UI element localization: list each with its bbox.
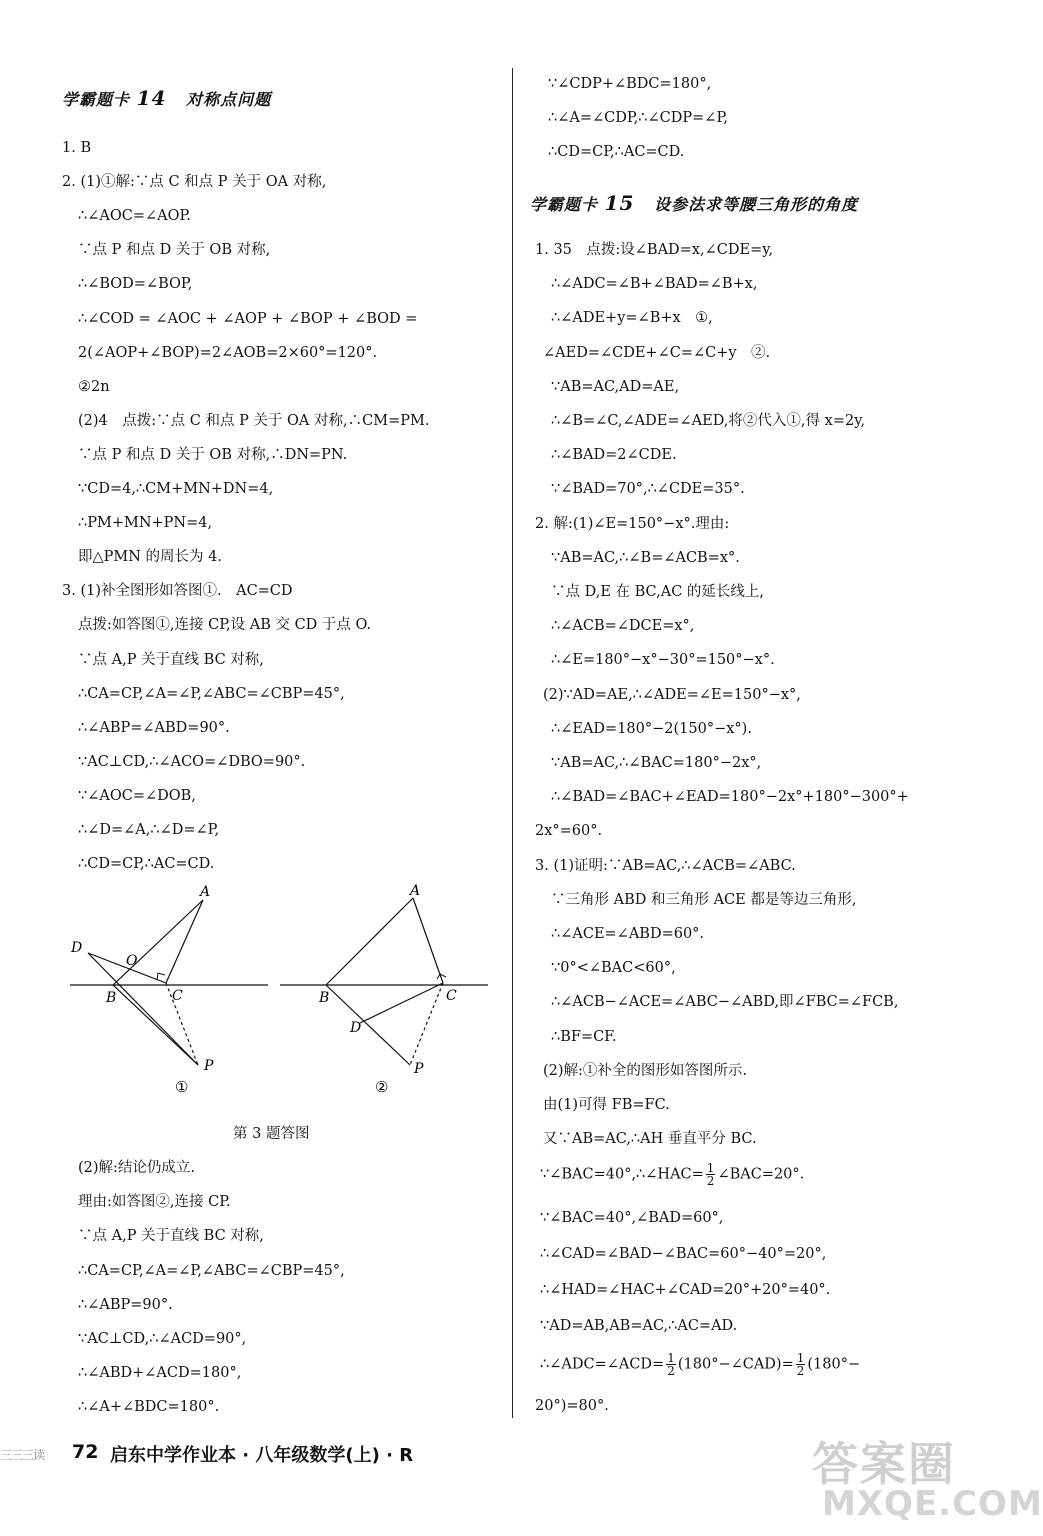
answer-line: ∴∠ABP=90°. <box>78 1296 173 1313</box>
fraction-denominator: 2 <box>796 1364 805 1378</box>
answer-line: ∵∠BAC=40°,∠BAD=60°, <box>540 1210 724 1226</box>
answer-line: (2)解:①补全的图形如答图所示. <box>543 1062 748 1079</box>
answer-line: ∵AD=AB,AB=AC,∴AC=AD. <box>540 1318 738 1334</box>
label-A: A <box>200 884 211 900</box>
answer-line: ∴∠BOD=∠BOP, <box>78 276 193 293</box>
answer-line: ∵∠AOC=∠DOB, <box>78 787 196 804</box>
page-number: 72 <box>72 1441 99 1463</box>
figure-number-1: ① <box>175 1078 189 1096</box>
fraction-denominator: 2 <box>706 1174 715 1188</box>
heading-number: 15 <box>604 191 635 215</box>
book-title: 启东中学作业本 · 八年级数学(上) · R <box>110 1445 414 1466</box>
answer-line: 即△PMN 的周长为 4. <box>78 549 222 566</box>
section-heading-14 <box>62 86 271 110</box>
answer-line: ∴∠ABP=∠ABD=90°. <box>78 719 230 736</box>
answer-line: ∴∠EAD=180°−2(150°−x°). <box>551 720 752 737</box>
answer-line: ∴∠ACB−∠ACE=∠ABC−∠ABD,即∠FBC=∠FCB, <box>551 994 899 1011</box>
answer-line: ∴CD=CP,∴AC=CD. <box>548 144 685 160</box>
answer-line: 理由:如答图②,连接 CP. <box>78 1194 231 1211</box>
figure-number-2: ② <box>375 1078 389 1096</box>
label-C: C <box>172 988 183 1004</box>
fraction-one-half <box>796 1352 806 1377</box>
answer-line: (2)解:结论仍成立. <box>78 1160 196 1176</box>
answer-line: ∵CD=4,∴CM+MN+DN=4, <box>78 481 274 497</box>
label-O: O <box>126 953 138 969</box>
answer-line: ∵∠BAD=70°,∴∠CDE=35°. <box>551 481 745 498</box>
answer-line: ∴∠A+∠BDC=180°. <box>78 1399 220 1416</box>
answer-line: ∵AC⊥CD,∴∠ACO=∠DBO=90°. <box>78 753 306 770</box>
answer-line: 1. B <box>62 140 92 156</box>
answer-line: ∴CA=CP,∠A=∠P,∠ABC=∠CBP=45°, <box>78 1262 345 1279</box>
fraction-line-hac <box>540 1162 804 1187</box>
answer-line: ∴CD=CP,∴AC=CD. <box>78 856 215 873</box>
answer-line: ∠AED=∠CDE+∠C=∠C+y ②. <box>543 344 771 361</box>
answer-line: ②2n <box>78 378 110 395</box>
label-P: P <box>204 1058 214 1074</box>
label-B: B <box>319 990 330 1006</box>
answer-line: 点拨:如答图①,连接 CP,设 AB 交 CD 于点 O. <box>78 617 372 634</box>
label-C: C <box>446 988 457 1004</box>
answer-line: ∵∠CDP+∠BDC=180°, <box>548 76 712 92</box>
answer-line: ∴∠ABD+∠ACD=180°, <box>78 1365 242 1382</box>
answer-line: (2)4 点拨:∵点 C 和点 P 关于 OA 对称,∴CM=PM. <box>78 412 430 429</box>
answer-line: ∵AC⊥CD,∴∠ACD=90°, <box>78 1331 247 1347</box>
answer-line: 又∵AB=AC,∴AH 垂直平分 BC. <box>543 1131 757 1148</box>
heading-prefix: 学霸题卡 <box>62 90 131 109</box>
answer-line: ∴∠COD = ∠AOC + ∠AOP + ∠BOP + ∠BOD = <box>78 310 418 327</box>
answer-line: ∴PM+MN+PN=4, <box>78 515 213 532</box>
fraction-numerator: 1 <box>667 1351 675 1365</box>
text-segment: (180°− <box>807 1356 861 1373</box>
answer-line: ∴∠D=∠A,∴∠D=∠P, <box>78 822 220 838</box>
answer-line: 3. (1)补全图形如答图①. AC=CD <box>62 583 293 600</box>
answer-line: ∵三角形 ABD 和三角形 ACE 都是等边三角形, <box>551 891 857 908</box>
answer-line: ∵AB=AC,∴∠BAC=180°−2x°, <box>551 755 762 771</box>
answer-line: ∴∠CAD=∠BAD−∠BAC=60°−40°=20°, <box>540 1246 827 1262</box>
label-P: P <box>414 1061 424 1077</box>
answer-line: ∴∠A=∠CDP,∴∠CDP=∠P, <box>548 110 728 126</box>
answer-line: ∴∠HAD=∠HAC+∠CAD=20°+20°=40°. <box>540 1282 831 1298</box>
fraction-line-adc <box>540 1352 860 1377</box>
answer-line: ∵点 P 和点 D 关于 OB 对称,∴DN=PN. <box>78 446 348 463</box>
fraction-denominator: 2 <box>667 1364 675 1378</box>
heading-title: 设参法求等腰三角形的角度 <box>654 195 859 214</box>
answer-line: ∴∠ACE=∠ABD=60°. <box>551 926 705 942</box>
fraction-numerator: 1 <box>706 1161 715 1175</box>
figure-question-3 <box>68 880 498 1100</box>
watermark-logo <box>812 1428 1043 1530</box>
answer-line: 20°)=80°. <box>535 1398 609 1414</box>
figure-1 <box>70 884 268 1096</box>
figure-2 <box>280 883 488 1096</box>
answer-line: 3. (1)证明:∵AB=AC,∴∠ACB=∠ABC. <box>535 857 796 874</box>
answer-line: ∴CA=CP,∠A=∠P,∠ABC=∠CBP=45°, <box>78 685 345 702</box>
label-B: B <box>106 990 117 1006</box>
label-D: D <box>350 1020 362 1036</box>
answer-line: ∴∠B=∠C,∠ADE=∠AED,将②代入①,得 x=2y, <box>551 413 866 429</box>
text-segment: ∴∠ADC=∠ACD= <box>540 1356 665 1373</box>
watermark-text-cn: 答案圈 <box>812 1437 956 1491</box>
heading-title: 对称点问题 <box>186 90 272 109</box>
answer-line: 2(∠AOP+∠BOP)=2∠AOB=2×60°=120°. <box>78 344 378 361</box>
answer-line: ∵点 P 和点 D 关于 OB 对称, <box>78 242 271 259</box>
watermark-text-en: MXQE.COM <box>822 1484 1043 1524</box>
answer-line: ∴∠AOC=∠AOP. <box>78 208 191 225</box>
answer-line: ∴∠ADC=∠B+∠BAD=∠B+x, <box>551 276 758 293</box>
answer-line: ∵点 A,P 关于直线 BC 对称, <box>78 651 264 668</box>
text-segment: (180°−∠CAD)= <box>677 1356 794 1373</box>
section-heading-15 <box>530 191 858 215</box>
answer-line: 2. 解:(1)∠E=150°−x°.理由: <box>535 515 730 532</box>
answer-line: 1. 35 点拨:设∠BAD=x,∠CDE=y, <box>535 242 774 258</box>
answer-line: ∵AB=AC,AD=AE, <box>551 378 680 395</box>
answer-line: 2. (1)①解:∵点 C 和点 P 关于 OA 对称, <box>62 174 327 191</box>
column-divider <box>512 68 513 1418</box>
heading-number: 14 <box>136 86 167 110</box>
text-segment: ∵∠BAC=40°,∴∠HAC= <box>540 1166 704 1183</box>
answer-line: ∴BF=CF. <box>551 1028 617 1045</box>
fraction-one-half <box>706 1162 716 1187</box>
answer-line: ∴∠ACB=∠DCE=x°, <box>551 618 695 635</box>
answer-line: 2x°=60°. <box>535 823 603 840</box>
answer-line: ∵AB=AC,∴∠B=∠ACB=x°. <box>551 549 740 566</box>
answer-line: ∵点 A,P 关于直线 BC 对称, <box>78 1228 264 1245</box>
answer-line: 由(1)可得 FB=FC. <box>543 1097 670 1113</box>
answer-line: ∴∠BAD=∠BAC+∠EAD=180°−2x°+180°−300°+ <box>551 789 909 806</box>
label-A: A <box>410 883 421 899</box>
heading-prefix: 学霸题卡 <box>530 195 599 214</box>
answer-line: (2)∵AD=AE,∴∠ADE=∠E=150°−x°, <box>543 686 801 703</box>
answer-line: ∴∠BAD=2∠CDE. <box>551 447 677 464</box>
answer-line: ∴∠E=180°−x°−30°=150°−x°. <box>551 652 775 669</box>
answer-line: ∵点 D,E 在 BC,AC 的延长线上, <box>551 584 765 600</box>
fraction-numerator: 1 <box>796 1351 805 1365</box>
figure-caption: 第 3 题答图 <box>233 1126 310 1142</box>
label-D: D <box>71 940 83 956</box>
text-segment: ∠BAC=20°. <box>717 1166 805 1183</box>
fraction-one-half <box>666 1352 676 1377</box>
footer-decoration: 三三三读 <box>0 1448 45 1462</box>
answer-line: ∴∠ADE+y=∠B+x ①, <box>551 310 713 327</box>
answer-line: ∵0°<∠BAC<60°, <box>551 960 676 977</box>
